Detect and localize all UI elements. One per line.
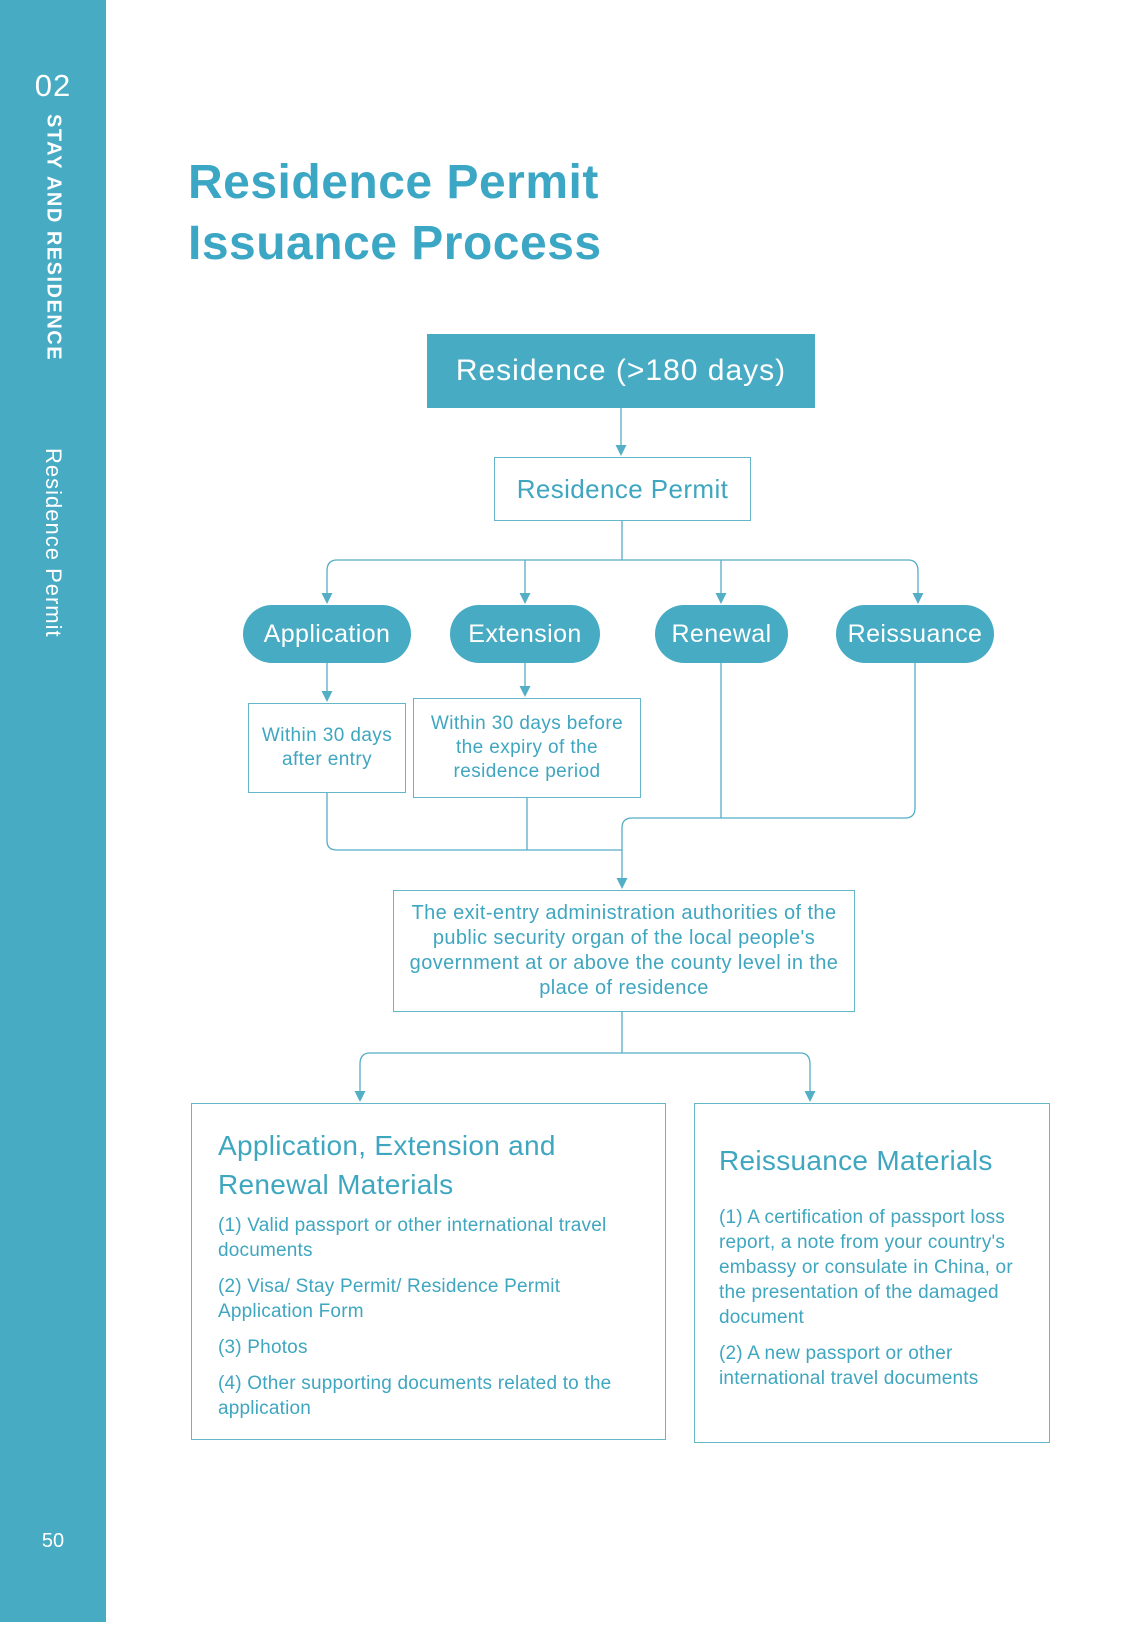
pill-reissuance: Reissuance bbox=[836, 605, 994, 663]
box-application-extension-renewal-materials bbox=[191, 1103, 666, 1440]
material-item: (1) Valid passport or other international travel documents bbox=[218, 1215, 607, 1261]
material-item: (4) Other supporting documents related to the application bbox=[218, 1373, 612, 1419]
pill-extension: Extension bbox=[450, 605, 600, 663]
note-application-deadline: Within 30 days after entry bbox=[248, 703, 406, 793]
page-title-line2: Issuance Process bbox=[188, 217, 602, 270]
chapter-number: 02 bbox=[34, 68, 72, 103]
material-item: (3) Photos bbox=[218, 1337, 308, 1358]
material-item: (2) A new passport or other international travel documents bbox=[719, 1343, 979, 1389]
page-title bbox=[188, 152, 602, 274]
page-title-line1: Residence Permit bbox=[188, 156, 599, 209]
pill-application: Application bbox=[243, 605, 411, 663]
materials-right-heading: Reissuance Materials bbox=[719, 1145, 993, 1176]
material-item: (1) A certification of passport loss report, a note from your country's embassy or consulate in China, or the presentation of the damaged document bbox=[719, 1207, 1013, 1328]
node-exit-entry-authority: The exit-entry administration authorities of the public security organ of the local people's government at or above the county level in the place of residence bbox=[393, 890, 855, 1012]
section-title-vertical: Residence Permit bbox=[41, 448, 66, 638]
node-residence-over-180-days: Residence (>180 days) bbox=[427, 334, 815, 408]
note-extension-deadline: Within 30 days before the expiry of the residence period bbox=[413, 698, 641, 798]
page-number: 50 bbox=[41, 1530, 65, 1552]
pill-renewal: Renewal bbox=[655, 605, 788, 663]
materials-left-heading: Application, Extension and Renewal Materials bbox=[218, 1130, 556, 1200]
box-reissuance-materials bbox=[694, 1103, 1050, 1443]
sidebar bbox=[0, 0, 106, 1622]
material-item: (2) Visa/ Stay Permit/ Residence Permit Application Form bbox=[218, 1276, 561, 1322]
chapter-title-vertical: STAY AND RESIDENCE bbox=[42, 114, 65, 362]
node-residence-permit: Residence Permit bbox=[494, 457, 751, 521]
